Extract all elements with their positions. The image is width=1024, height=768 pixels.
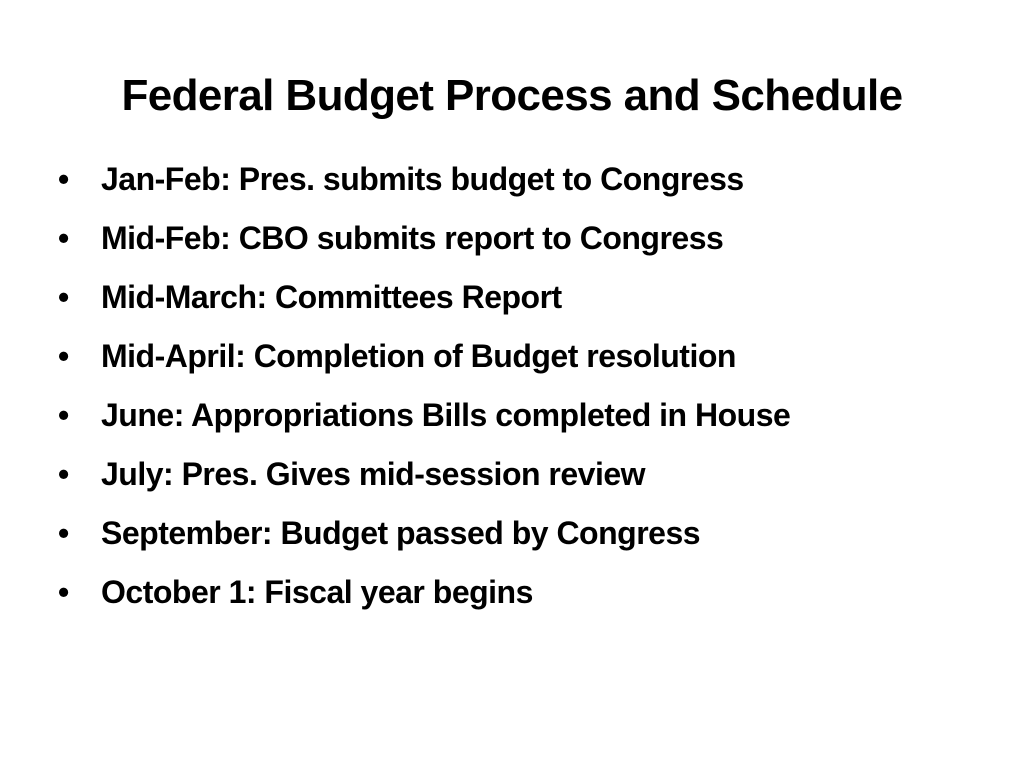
list-item (56, 392, 956, 439)
list-item (56, 215, 956, 262)
bullet-icon: • (58, 456, 69, 492)
list-item-text: Jan-Feb: Pres. submits budget to Congress (101, 161, 744, 197)
bullet-icon: • (58, 338, 69, 374)
bullet-icon: • (58, 279, 69, 315)
bullet-icon: • (58, 161, 69, 197)
bullet-icon: • (58, 220, 69, 256)
bullet-icon: • (58, 515, 69, 551)
bullet-list (56, 156, 956, 628)
list-item (56, 333, 956, 380)
list-item-text: Mid-Feb: CBO submits report to Congress (101, 220, 724, 256)
bullet-icon: • (58, 574, 69, 610)
list-item (56, 451, 956, 498)
list-item (56, 156, 956, 203)
list-item-text: Mid-April: Completion of Budget resolution (101, 338, 736, 374)
list-item-text: June: Appropriations Bills completed in House (101, 397, 791, 433)
list-item-text: September: Budget passed by Congress (101, 515, 701, 551)
list-item (56, 274, 956, 321)
list-item-text: October 1: Fiscal year begins (101, 574, 533, 610)
slide-title: Federal Budget Process and Schedule (121, 71, 903, 120)
bullet-icon: • (58, 397, 69, 433)
list-item-text: Mid-March: Committees Report (101, 279, 562, 315)
list-item (56, 569, 956, 616)
list-item-text: July: Pres. Gives mid-session review (101, 456, 646, 492)
list-item (56, 510, 956, 557)
